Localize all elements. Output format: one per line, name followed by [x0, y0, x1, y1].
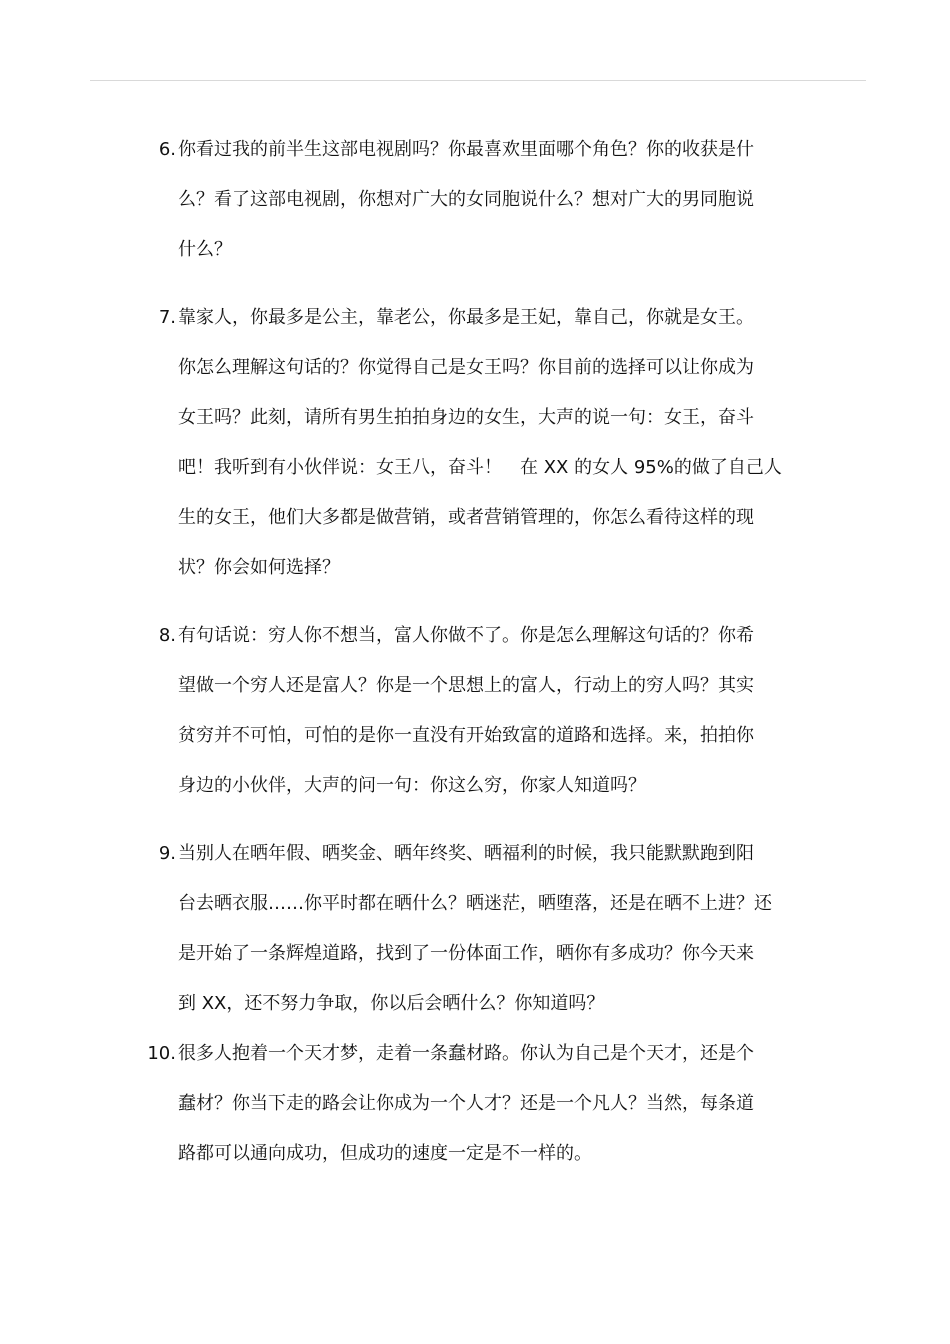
text-line: 是开始了一条辉煌道路，找到了一份体面工作，晒你有多成功？你今天来	[178, 943, 754, 964]
item-number: 6.	[158, 139, 176, 160]
header-rule	[90, 80, 866, 81]
item-number: 8.	[158, 625, 176, 646]
text-line: 有句话说：穷人你不想当，富人你做不了。你是怎么理解这句话的？你希	[178, 625, 754, 646]
item-text	[178, 125, 820, 275]
list-item-6	[140, 125, 820, 275]
item-number: 10.	[147, 1043, 176, 1064]
text-line: 到 XX，还不努力争取，你以后会晒什么？你知道吗？	[178, 993, 605, 1014]
item-text	[178, 611, 820, 811]
text-line: 很多人抱着一个天才梦，走着一条蠢材路。你认为自己是个天才，还是个	[178, 1043, 754, 1064]
text-line: 你看过我的前半生这部电视剧吗？你最喜欢里面哪个角色？你的收获是什	[178, 139, 754, 160]
list-item-8	[140, 611, 820, 811]
text-line: 蠢材？你当下走的路会让你成为一个人才？还是一个凡人？当然，每条道	[178, 1093, 754, 1114]
text-line: 身边的小伙伴，大声的问一句：你这么穷，你家人知道吗？	[178, 775, 646, 796]
text-line: 女王吗？此刻，请所有男生拍拍身边的女生，大声的说一句：女王，奋斗	[178, 407, 754, 428]
text-line: 路都可以通向成功，但成功的速度一定是不一样的。	[178, 1143, 592, 1164]
text-line: 什么？	[178, 239, 232, 260]
item-text	[178, 293, 820, 593]
list-item-10	[140, 1029, 820, 1179]
text-line: 生的女王，他们大多都是做营销，或者营销管理的，你怎么看待这样的现	[178, 507, 754, 528]
text-line: 靠家人，你最多是公主，靠老公，你最多是王妃，靠自己，你就是女王。	[178, 307, 754, 328]
item-number: 7.	[158, 307, 176, 328]
list-item-7	[140, 293, 820, 593]
text-line: 当别人在晒年假、晒奖金、晒年终奖、晒福利的时候，我只能默默跑到阳	[178, 843, 754, 864]
text-line: 望做一个穷人还是富人？你是一个思想上的富人，行动上的穷人吗？其实	[178, 675, 754, 696]
text-line: 你怎么理解这句话的？你觉得自己是女王吗？你目前的选择可以让你成为	[178, 357, 754, 378]
item-text	[178, 1029, 820, 1179]
list-item-9	[140, 829, 820, 1029]
text-line: 台去晒衣服……你平时都在晒什么？晒迷茫，晒堕落，还是在晒不上进？还	[178, 893, 772, 914]
item-text	[178, 829, 820, 1029]
text-line: 状？你会如何选择？	[178, 557, 340, 578]
text-line: 吧！我听到有小伙伴说：女王八，奋斗！ 在 XX 的女人 95%的做了自己人	[178, 457, 782, 478]
item-number: 9.	[158, 843, 176, 864]
text-line: 么？看了这部电视剧，你想对广大的女同胞说什么？想对广大的男同胞说	[178, 189, 754, 210]
text-line: 贫穷并不可怕，可怕的是你一直没有开始致富的道路和选择。来，拍拍你	[178, 725, 754, 746]
